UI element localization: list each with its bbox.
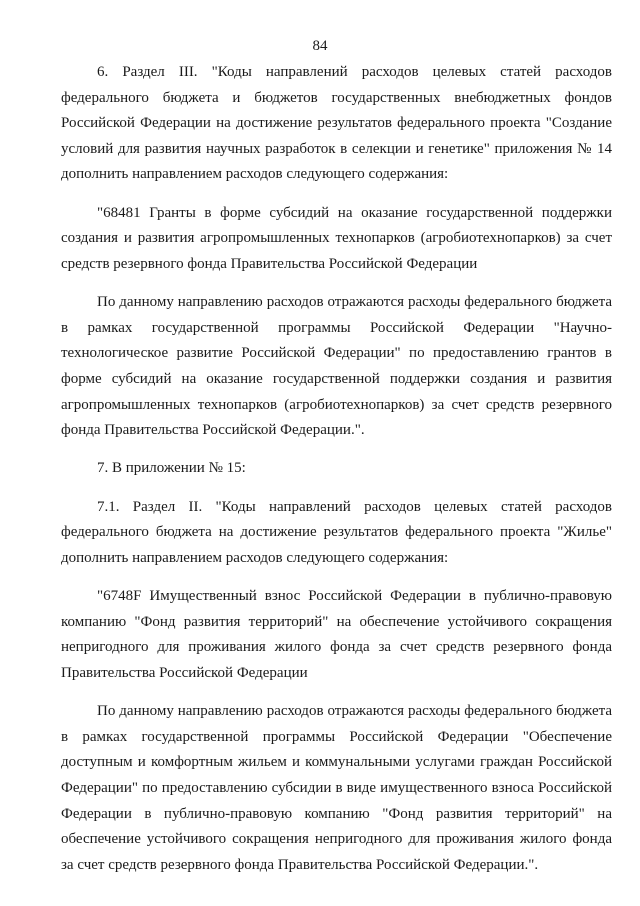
paragraph-6748f-description: По данному направлению расходов отражаются расходы федерального бюджета в рамках государственной программы Российской Федерации "Обеспечение доступным и комфортным жильем и коммунальными услугами граждан Российской Федерации" по предоставлению субсидии в виде имущественного взноса Российской Федерации в публично-правовую компанию "Фонд развития территорий" на обеспечение устойчивого сокращения непригодного для проживания жилого фонда за счет средств резервного фонда Правительства Российской Федерации.". (61, 703, 612, 873)
paragraph-code-68481: "68481 Гранты в форме субсидий на оказание государственной поддержки создания и развития агропромышленных технопарков (агробиотехнопарков) за счет средств резервного фонда Правительства Российской Федерации (61, 204, 612, 272)
paragraph-section-7-1: 7.1. Раздел II. "Коды направлений расходов целевых статей расходов федерального бюджета на достижение результатов федерального проекта "Жилье" дополнить направлением расходов следующего содержания: (61, 498, 612, 566)
paragraph-section-6: 6. Раздел III. "Коды направлений расходов целевых статей расходов федерального бюджета и бюджетов государственных внебюджетных фондов Российской Федерации на достижение результатов федерального проекта "Создание условий для развития научных разработок в селекции и генетике" приложения № 14 дополнить направлением расходов следующего содержания: (61, 64, 612, 183)
paragraph-68481-description: По данному направлению расходов отражаются расходы федерального бюджета в рамках государственной программы Российской Федерации "Научно-технологическое развитие Российской Федерации" по предоставлению грантов в форме субсидий на оказание государственной поддержки создания и развития агропромышленных технопарков (агробиотехнопарков) за счет средств резервного фонда Правительства Российской Федерации.". (61, 294, 612, 439)
paragraph-code-6748f: "6748F Имущественный взнос Российской Федерации в публично-правовую компанию "Фонд развития территорий" на обеспечение устойчивого сокращения непригодного для проживания жилого фонда за счет средств резервного фонда Правительства Российской Федерации (61, 588, 612, 681)
paragraph-section-7: 7. В приложении № 15: (97, 460, 246, 477)
page-number: 84 (312, 38, 328, 54)
document-body (61, 60, 612, 891)
